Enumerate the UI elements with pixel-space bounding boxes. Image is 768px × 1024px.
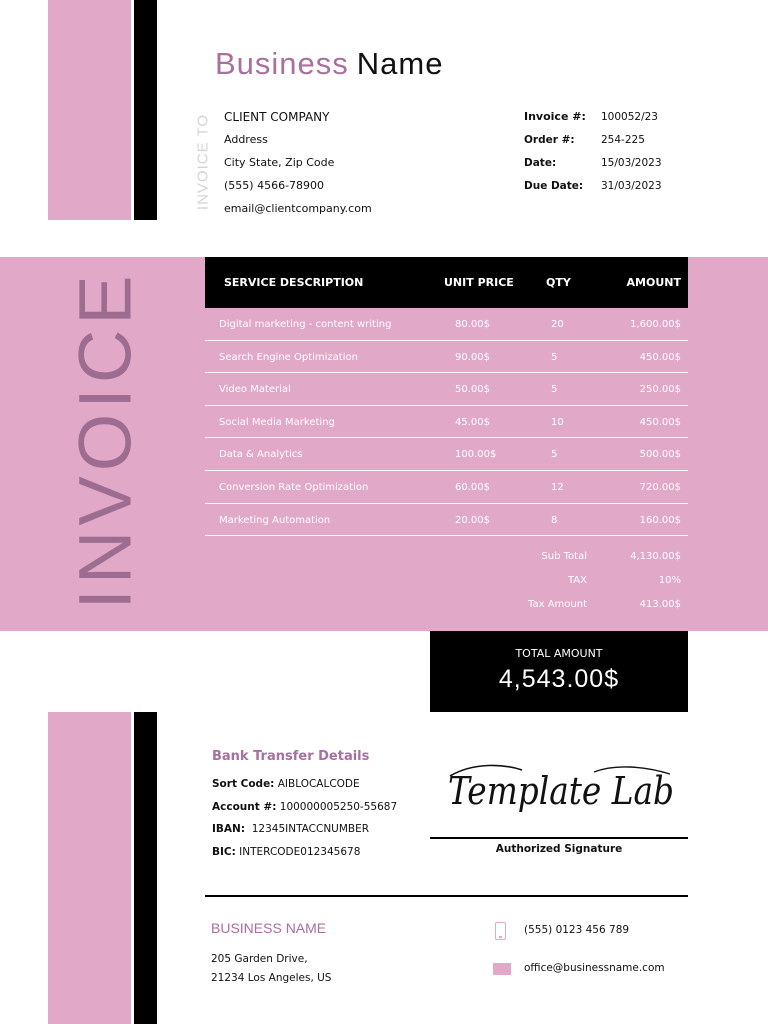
table-row: Conversion Rate Optimization 60.00$ 12 720.00$ [205, 471, 688, 504]
signature-line [430, 837, 688, 839]
bank-details [212, 777, 397, 867]
table-row: Marketing Automation 20.00$ 8 160.00$ [205, 504, 688, 537]
table-row: Data & Analytics 100.00$ 5 500.00$ [205, 438, 688, 471]
invoice-to-label: INVOICE TO [194, 113, 212, 211]
brand-second-word: Name [356, 46, 444, 81]
subtotal-row: Sub Total 4,130.00$ [541, 551, 681, 562]
address-line-1: 205 Garden Drive, [211, 953, 308, 965]
mail-icon [493, 963, 511, 975]
meta-row-due-date: Due Date: 31/03/2023 [524, 180, 662, 192]
total-amount-label: TOTAL AMOUNT [515, 647, 603, 660]
signature-text: Template Lab [448, 769, 674, 813]
client-company: CLIENT COMPANY [224, 110, 330, 124]
total-amount-value: 4,543.00$ [498, 665, 620, 693]
bank-row-bic: BIC: INTERCODE012345678 [212, 845, 361, 858]
meta-row-date: Date: 15/03/2023 [524, 157, 662, 169]
services-table [205, 308, 688, 536]
footer-phone: (555) 0123 456 789 [524, 924, 630, 936]
bottom-left-black-bar [134, 712, 157, 1024]
invoice-vertical-title: INVOICE [63, 270, 147, 610]
table-row: Video Material 50.00$ 5 250.00$ [205, 373, 688, 406]
bank-row-iban: IBAN: 12345INTACCNUMBER [212, 823, 370, 835]
table-row: Search Engine Optimization 90.00$ 5 450.00$ [205, 341, 688, 374]
phone-icon [495, 922, 506, 940]
footer-address [211, 952, 331, 990]
footer-business-name: BUSINESS NAME [211, 920, 327, 936]
tax-row: TAX 10% [567, 575, 681, 586]
top-left-pink-bar [48, 0, 131, 220]
footer-divider [205, 895, 688, 897]
header-qty: QTY [546, 276, 571, 289]
meta-row-invoice-number: Invoice #: 100052/23 [524, 110, 658, 123]
client-phone: (555) 4566-78900 [224, 179, 325, 192]
table-header [205, 257, 688, 308]
totals-block [500, 551, 688, 623]
table-row: Digital marketing - content writing 80.00$ 20 1,600.00$ [205, 308, 688, 341]
invoice-meta [524, 110, 662, 202]
header-service-description: SERVICE DESCRIPTION [224, 276, 364, 289]
top-left-black-bar [134, 0, 157, 220]
meta-row-order-number: Order #: 254-225 [524, 134, 645, 146]
authorized-signature-label: Authorized Signature [495, 843, 623, 855]
business-name-title [215, 46, 444, 82]
brand-first-word: Business [215, 46, 349, 81]
tax-amount-row: Tax Amount 413.00$ [528, 599, 681, 610]
bank-transfer-title: Bank Transfer Details [212, 749, 370, 764]
client-info [224, 110, 372, 225]
address-line-2: 21234 Los Angeles, US [211, 972, 332, 984]
header-amount: AMOUNT [626, 276, 681, 289]
bank-row-account: Account #: 100000005250-55687 [212, 800, 398, 813]
signature-image [444, 756, 684, 826]
bottom-left-pink-bar [48, 712, 131, 1024]
header-unit-price: UNIT PRICE [444, 276, 514, 289]
table-row: Social Media Marketing 45.00$ 10 450.00$ [205, 406, 688, 439]
total-amount-box [430, 631, 688, 712]
client-email: email@clientcompany.com [224, 202, 372, 215]
client-city: City State, Zip Code [224, 156, 335, 169]
bank-row-sort-code: Sort Code: AIBLOCALCODE [212, 778, 360, 790]
client-address: Address [224, 133, 268, 146]
footer-email: office@businessname.com [524, 962, 665, 974]
